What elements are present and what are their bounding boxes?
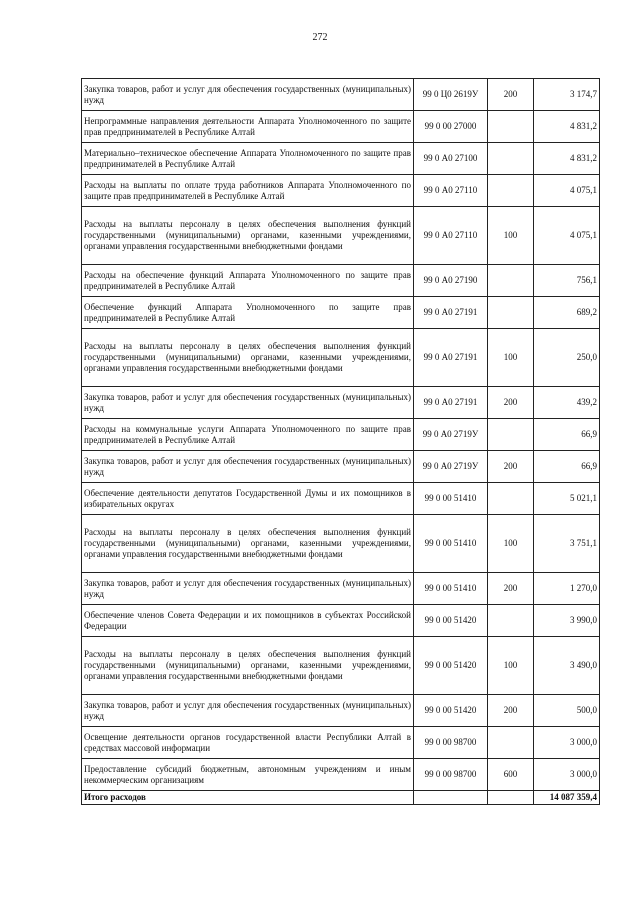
amount: 4 831,2 [534,143,600,175]
expense-type: 600 [488,759,534,791]
target-code: 99 0 00 51410 [414,515,488,573]
target-code: 99 0 00 51410 [414,573,488,605]
expense-description: Расходы на выплаты персоналу в целях обеспечения выполнения функций государственными (муниципальными) органами, казенными учреждениями, органами управления государственными внебюджетными фондами [82,515,414,573]
amount: 500,0 [534,695,600,727]
amount: 3 174,7 [534,79,600,111]
amount: 4 831,2 [534,111,600,143]
amount: 3 490,0 [534,637,600,695]
amount: 66,9 [534,451,600,483]
amount: 3 000,0 [534,727,600,759]
page-number: 272 [312,32,328,43]
expense-type [488,297,534,329]
table-row [82,265,600,297]
total-label: Итого расходов [82,791,414,805]
target-code [414,791,488,805]
target-code: 99 0 00 51420 [414,605,488,637]
table-row [82,515,600,573]
expense-type [488,419,534,451]
target-code: 99 0 А0 27190 [414,265,488,297]
budget-table-body [82,79,600,805]
table-row [82,451,600,483]
table-row [82,419,600,451]
expense-description: Предоставление субсидий бюджетным, автономным учреждениям и иным некоммерческим организациям [82,759,414,791]
table-row [82,573,600,605]
table-row [82,143,600,175]
target-code: 99 0 А0 27110 [414,175,488,207]
target-code: 99 0 00 51410 [414,483,488,515]
expense-description: Обеспечение членов Совета Федерации и их помощников в субъектах Российской Федерации [82,605,414,637]
expense-type [488,483,534,515]
expense-type: 100 [488,637,534,695]
table-row [82,111,600,143]
amount: 5 021,1 [534,483,600,515]
expense-type: 100 [488,515,534,573]
target-code: 99 0 А0 27191 [414,329,488,387]
table-row [82,605,600,637]
target-code: 99 0 Ц0 2619У [414,79,488,111]
table-row [82,297,600,329]
target-code: 99 0 А0 2719У [414,451,488,483]
expense-description: Освещение деятельности органов государственной власти Республики Алтай в средствах массовой информации [82,727,414,759]
expense-type: 200 [488,451,534,483]
table-row [82,483,600,515]
budget-table [81,78,600,805]
expense-type [488,605,534,637]
expense-description: Расходы на выплаты персоналу в целях обеспечения выполнения функций государственными (муниципальными) органами, казенными учреждениями, органами управления государственными внебюджетными фондами [82,207,414,265]
amount: 3 751,1 [534,515,600,573]
expense-type [488,111,534,143]
table-row [82,727,600,759]
expense-description: Закупка товаров, работ и услуг для обеспечения государственных (муниципальных) нужд [82,573,414,605]
amount: 66,9 [534,419,600,451]
amount: 250,0 [534,329,600,387]
expense-description: Обеспечение функций Аппарата Уполномоченного по защите прав предпринимателей в Республике Алтай [82,297,414,329]
expense-type: 100 [488,329,534,387]
table-row [82,329,600,387]
target-code: 99 0 А0 27110 [414,207,488,265]
expense-type: 100 [488,207,534,265]
table-row [82,387,600,419]
table-row [82,759,600,791]
total-amount: 14 087 359,4 [534,791,600,805]
expense-description: Расходы на выплаты персоналу в целях обеспечения выполнения функций государственными (муниципальными) органами, казенными учреждениями, органами управления государственными внебюджетными фондами [82,637,414,695]
expense-type: 200 [488,387,534,419]
expense-description: Закупка товаров, работ и услуг для обеспечения государственных (муниципальных) нужд [82,451,414,483]
expense-description: Непрограммные направления деятельности Аппарата Уполномоченного по защите прав предпринимателей в Республике Алтай [82,111,414,143]
total-row [82,791,600,805]
expense-type: 200 [488,79,534,111]
amount: 1 270,0 [534,573,600,605]
expense-type: 200 [488,573,534,605]
expense-description: Расходы на обеспечение функций Аппарата Уполномоченного по защите прав предпринимателей в Республике Алтай [82,265,414,297]
table-row [82,79,600,111]
expense-description: Расходы на выплаты персоналу в целях обеспечения выполнения функций государственными (муниципальными) органами, казенными учреждениями, органами управления государственными внебюджетными фондами [82,329,414,387]
expense-type [488,175,534,207]
target-code: 99 0 А0 27191 [414,387,488,419]
expense-type: 200 [488,695,534,727]
amount: 3 990,0 [534,605,600,637]
amount: 756,1 [534,265,600,297]
expense-type [488,727,534,759]
table-row [82,637,600,695]
expense-description: Расходы на коммунальные услуги Аппарата Уполномоченного по защите прав предпринимателей в Республике Алтай [82,419,414,451]
target-code: 99 0 00 98700 [414,759,488,791]
expense-type [488,265,534,297]
amount: 439,2 [534,387,600,419]
expense-description: Закупка товаров, работ и услуг для обеспечения государственных (муниципальных) нужд [82,695,414,727]
amount: 4 075,1 [534,207,600,265]
amount: 3 000,0 [534,759,600,791]
expense-type [488,791,534,805]
expense-description: Закупка товаров, работ и услуг для обеспечения государственных (муниципальных) нужд [82,387,414,419]
expense-type [488,143,534,175]
expense-description: Расходы на выплаты по оплате труда работников Аппарата Уполномоченного по защите прав предпринимателей в Республике Алтай [82,175,414,207]
target-code: 99 0 А0 27191 [414,297,488,329]
table-row [82,175,600,207]
expense-description: Закупка товаров, работ и услуг для обеспечения государственных (муниципальных) нужд [82,79,414,111]
table-row [82,695,600,727]
amount: 4 075,1 [534,175,600,207]
amount: 689,2 [534,297,600,329]
target-code: 99 0 00 27000 [414,111,488,143]
target-code: 99 0 А0 27100 [414,143,488,175]
target-code: 99 0 А0 2719У [414,419,488,451]
table-row [82,207,600,265]
expense-description: Материально–техническое обеспечение Аппарата Уполномоченного по защите прав предпринимателей в Республике Алтай [82,143,414,175]
target-code: 99 0 00 98700 [414,727,488,759]
target-code: 99 0 00 51420 [414,637,488,695]
target-code: 99 0 00 51420 [414,695,488,727]
expense-description: Обеспечение деятельности депутатов Государственной Думы и их помощников в избирательных округах [82,483,414,515]
